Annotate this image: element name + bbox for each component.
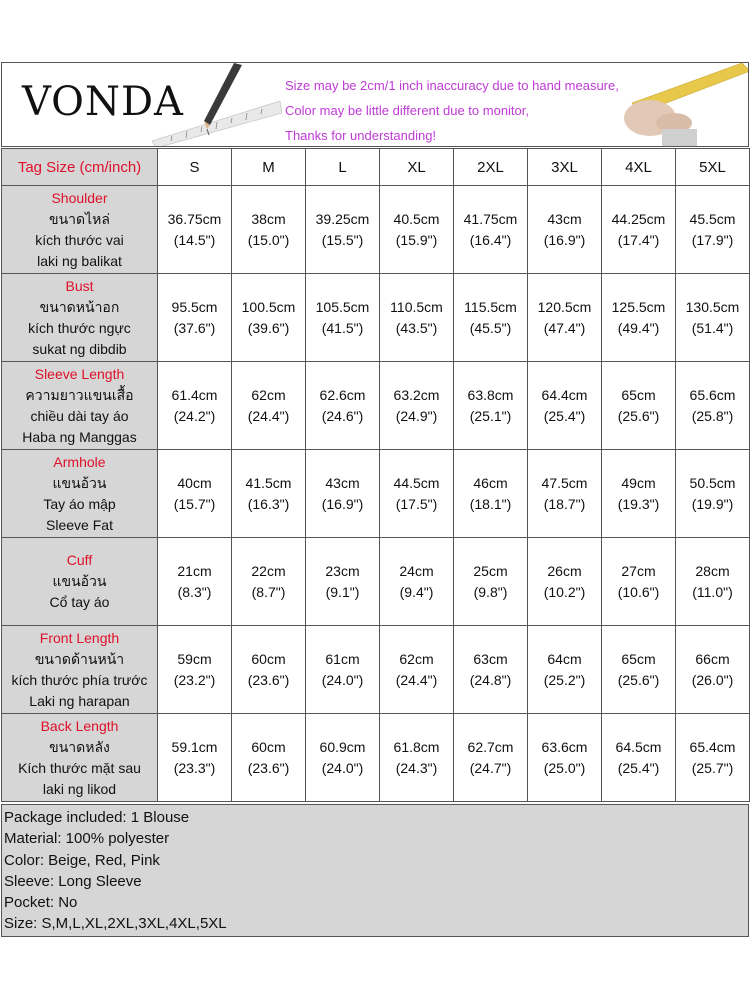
- value-inch: (11.0"): [692, 583, 733, 600]
- table-cell: [232, 538, 306, 626]
- value-inch: (45.5"): [469, 319, 512, 336]
- value-inch: (24.4"): [395, 671, 438, 688]
- note-line: Size may be 2cm/1 inch inaccuracy due to hand measure,: [285, 78, 619, 93]
- table-cell: [380, 450, 454, 538]
- measurement-label: [2, 274, 158, 362]
- size-table-body: [2, 186, 750, 802]
- value-inch: (17.9"): [691, 231, 734, 248]
- value-cm: 65.6cm: [689, 386, 736, 403]
- table-cell: [676, 714, 750, 802]
- value-inch: (23.6"): [247, 671, 290, 688]
- value-inch: (43.5"): [395, 319, 438, 336]
- measurement-translation: Sleeve Fat: [46, 516, 113, 533]
- measurement-name: Cuff: [66, 552, 93, 568]
- table-cell: [454, 274, 528, 362]
- value-inch: (25.7"): [691, 759, 734, 776]
- value-inch: (17.4"): [617, 231, 660, 248]
- value-cm: 62.7cm: [467, 738, 514, 755]
- value-cm: 44.25cm: [611, 210, 666, 227]
- value-inch: (24.4"): [247, 407, 290, 424]
- value-inch: (8.7"): [251, 583, 286, 600]
- value-inch: (47.4"): [543, 319, 586, 336]
- value-cm: 125.5cm: [611, 298, 666, 315]
- value-cm: 95.5cm: [171, 298, 218, 315]
- table-cell: [454, 538, 528, 626]
- value-cm: 26cm: [547, 562, 582, 579]
- value-inch: (10.2"): [543, 583, 586, 600]
- size-header: 4XL: [602, 149, 676, 186]
- measurement-label: [2, 362, 158, 450]
- value-inch: (37.6"): [173, 319, 216, 336]
- table-cell: [528, 626, 602, 714]
- table-cell: [676, 186, 750, 274]
- measurement-translation: Kích thước mặt sau: [18, 759, 141, 776]
- value-cm: 63.6cm: [541, 738, 588, 755]
- value-cm: 38cm: [251, 210, 286, 227]
- table-cell: [158, 714, 232, 802]
- value-inch: (23.2"): [173, 671, 216, 688]
- value-inch: (26.0"): [691, 671, 734, 688]
- table-cell: [306, 626, 380, 714]
- value-cm: 130.5cm: [685, 298, 740, 315]
- value-inch: (18.1"): [469, 495, 512, 512]
- value-inch: (24.2"): [173, 407, 216, 424]
- value-cm: 22cm: [251, 562, 286, 579]
- value-inch: (23.6"): [247, 759, 290, 776]
- table-cell: [306, 362, 380, 450]
- table-cell: [602, 450, 676, 538]
- value-cm: 46cm: [473, 474, 508, 491]
- value-inch: (10.6"): [617, 583, 660, 600]
- measurement-label: [2, 538, 158, 626]
- value-inch: (25.1"): [469, 407, 512, 424]
- pencil-ruler-illustration: [152, 63, 282, 147]
- measurement-translation: kích thước phía trước: [11, 671, 148, 688]
- value-inch: (8.3"): [177, 583, 212, 600]
- size-header: M: [232, 149, 306, 186]
- value-cm: 60cm: [251, 738, 286, 755]
- value-inch: (15.5"): [321, 231, 364, 248]
- measurement-translation: Haba ng Manggas: [22, 428, 137, 445]
- value-cm: 65cm: [621, 386, 656, 403]
- size-header-row: [2, 149, 750, 186]
- table-row: [2, 186, 750, 274]
- measuring-tape-illustration: [602, 63, 749, 147]
- table-row: [2, 714, 750, 802]
- value-cm: 64.4cm: [541, 386, 588, 403]
- value-inch: (25.4"): [543, 407, 586, 424]
- value-cm: 63cm: [473, 650, 508, 667]
- value-cm: 100.5cm: [241, 298, 296, 315]
- measurement-translation: ขนาดด้านหน้า: [34, 650, 125, 667]
- table-cell: [158, 450, 232, 538]
- value-inch: (24.3"): [395, 759, 438, 776]
- header-banner: [1, 62, 749, 147]
- size-chart-table: [1, 148, 750, 802]
- table-cell: [454, 714, 528, 802]
- measurement-translation: Tay áo mập: [43, 495, 116, 512]
- measurement-translation: ความยาวแขนเสื้อ: [25, 386, 134, 403]
- note-line: Color may be little different due to monitor,: [285, 103, 529, 118]
- detail-line: Material: 100% polyester: [4, 830, 170, 848]
- table-cell: [454, 626, 528, 714]
- measurement-translation: sukat ng dibdib: [32, 340, 127, 357]
- value-cm: 64.5cm: [615, 738, 662, 755]
- measurement-label: [2, 186, 158, 274]
- value-inch: (14.5"): [173, 231, 216, 248]
- value-inch: (16.4"): [469, 231, 512, 248]
- measurement-label: [2, 450, 158, 538]
- value-cm: 39.25cm: [315, 210, 370, 227]
- value-cm: 40cm: [177, 474, 212, 491]
- value-cm: 50.5cm: [689, 474, 736, 491]
- table-cell: [232, 274, 306, 362]
- value-inch: (9.1"): [325, 583, 360, 600]
- value-cm: 49cm: [621, 474, 656, 491]
- size-header: 2XL: [454, 149, 528, 186]
- value-inch: (24.8"): [469, 671, 512, 688]
- value-inch: (49.4"): [617, 319, 660, 336]
- table-cell: [676, 450, 750, 538]
- detail-line: Package included: 1 Blouse: [4, 809, 190, 826]
- value-inch: (19.3"): [617, 495, 660, 512]
- value-cm: 28cm: [695, 562, 730, 579]
- table-cell: [676, 538, 750, 626]
- value-cm: 27cm: [621, 562, 656, 579]
- value-cm: 62.6cm: [319, 386, 366, 403]
- value-cm: 59cm: [177, 650, 212, 667]
- value-cm: 66cm: [695, 650, 730, 667]
- value-cm: 63.8cm: [467, 386, 514, 403]
- table-cell: [528, 450, 602, 538]
- value-inch: (15.7"): [173, 495, 216, 512]
- value-cm: 47.5cm: [541, 474, 588, 491]
- table-cell: [380, 714, 454, 802]
- table-cell: [232, 362, 306, 450]
- value-cm: 65cm: [621, 650, 656, 667]
- measurement-name: Back Length: [40, 717, 119, 734]
- detail-line: Color: Beige, Red, Pink: [4, 851, 160, 869]
- table-cell: [528, 186, 602, 274]
- table-cell: [454, 362, 528, 450]
- measurement-label: [2, 626, 158, 714]
- value-cm: 41.5cm: [245, 474, 292, 491]
- table-cell: [380, 362, 454, 450]
- measurement-label: [2, 714, 158, 802]
- value-cm: 45.5cm: [689, 210, 736, 227]
- value-inch: (24.7"): [469, 759, 512, 776]
- table-cell: [528, 274, 602, 362]
- table-cell: [528, 362, 602, 450]
- table-cell: [232, 626, 306, 714]
- measurement-translation: ขนาดหลัง: [49, 738, 110, 755]
- table-cell: [528, 538, 602, 626]
- table-cell: [306, 538, 380, 626]
- measurement-name: Bust: [65, 277, 94, 294]
- table-cell: [528, 714, 602, 802]
- value-cm: 24cm: [399, 562, 434, 579]
- value-cm: 62cm: [399, 650, 434, 667]
- detail-line: Size: S,M,L,XL,2XL,3XL,4XL,5XL: [4, 915, 227, 933]
- value-cm: 43cm: [325, 474, 360, 491]
- table-cell: [602, 538, 676, 626]
- value-cm: 105.5cm: [315, 298, 370, 315]
- table-cell: [306, 186, 380, 274]
- table-cell: [676, 362, 750, 450]
- table-cell: [454, 450, 528, 538]
- table-row: [2, 362, 750, 450]
- value-cm: 62cm: [251, 386, 286, 403]
- measurement-translation: ขนาดไหล่: [49, 210, 110, 227]
- table-cell: [158, 538, 232, 626]
- value-cm: 41.75cm: [463, 210, 518, 227]
- table-cell: [602, 362, 676, 450]
- detail-line: Pocket: No: [4, 894, 78, 912]
- value-cm: 60.9cm: [319, 738, 366, 755]
- value-inch: (25.2"): [543, 671, 586, 688]
- measurement-translation: chiều dài tay áo: [30, 407, 129, 424]
- value-inch: (15.9"): [395, 231, 438, 248]
- table-row: [2, 274, 750, 362]
- value-inch: (24.9"): [395, 407, 438, 424]
- value-inch: (9.4"): [399, 583, 434, 600]
- value-inch: (16.9"): [543, 231, 586, 248]
- value-inch: (41.5"): [321, 319, 364, 336]
- measurement-translation: kích thước vai: [35, 231, 124, 248]
- value-inch: (51.4"): [691, 319, 734, 336]
- table-cell: [602, 186, 676, 274]
- detail-line: Sleeve: Long Sleeve: [4, 872, 142, 890]
- value-inch: (39.6"): [247, 319, 290, 336]
- table-cell: [158, 362, 232, 450]
- table-cell: [306, 450, 380, 538]
- measurement-name: Shoulder: [51, 189, 108, 206]
- product-details: [1, 804, 749, 937]
- table-cell: [454, 186, 528, 274]
- value-inch: (25.8"): [691, 407, 734, 424]
- value-cm: 61.8cm: [393, 738, 440, 755]
- table-row: [2, 538, 750, 626]
- table-cell: [158, 186, 232, 274]
- value-inch: (24.0"): [321, 671, 364, 688]
- measurement-translation: แขนอ้วน: [52, 573, 107, 589]
- value-cm: 44.5cm: [393, 474, 440, 491]
- size-header: L: [306, 149, 380, 186]
- value-cm: 110.5cm: [390, 298, 443, 315]
- measurement-name: Front Length: [39, 629, 120, 646]
- table-cell: [158, 626, 232, 714]
- value-cm: 63.2cm: [393, 386, 440, 403]
- value-inch: (24.0"): [321, 759, 364, 776]
- table-cell: [232, 186, 306, 274]
- size-header: 3XL: [528, 149, 602, 186]
- table-row: [2, 450, 750, 538]
- table-cell: [380, 538, 454, 626]
- value-inch: (25.6"): [617, 407, 660, 424]
- table-cell: [676, 274, 750, 362]
- value-inch: (15.0"): [247, 231, 290, 248]
- table-cell: [380, 626, 454, 714]
- table-cell: [602, 626, 676, 714]
- value-inch: (25.6"): [617, 671, 660, 688]
- measurement-translation: laki ng balikat: [37, 252, 122, 269]
- measurement-translation: ขนาดหน้าอก: [39, 298, 120, 315]
- value-inch: (25.0"): [543, 759, 586, 776]
- value-inch: (18.7"): [543, 495, 586, 512]
- disclaimer-notes: [285, 73, 619, 147]
- value-cm: 36.75cm: [167, 210, 222, 227]
- note-line: Thanks for understanding!: [285, 128, 437, 143]
- size-header: S: [158, 149, 232, 186]
- value-cm: 120.5cm: [537, 298, 592, 315]
- tag-size-label: Tag Size (cm/inch): [2, 149, 158, 186]
- table-cell: [602, 714, 676, 802]
- measurement-translation: kích thước ngực: [28, 319, 131, 336]
- value-cm: 61.4cm: [171, 386, 218, 403]
- size-header: XL: [380, 149, 454, 186]
- value-inch: (25.4"): [617, 759, 660, 776]
- value-cm: 60cm: [251, 650, 286, 667]
- measurement-translation: laki ng likod: [42, 780, 117, 797]
- value-inch: (23.3"): [173, 759, 216, 776]
- value-cm: 21cm: [177, 562, 212, 579]
- value-cm: 59.1cm: [171, 738, 218, 755]
- table-row: [2, 626, 750, 714]
- measurement-name: Armhole: [53, 453, 106, 470]
- measurement-name: Sleeve Length: [34, 365, 125, 382]
- value-cm: 61cm: [325, 650, 360, 667]
- table-cell: [158, 274, 232, 362]
- table-cell: [676, 626, 750, 714]
- value-cm: 115.5cm: [464, 298, 517, 315]
- value-cm: 40.5cm: [393, 210, 440, 227]
- table-cell: [306, 274, 380, 362]
- value-cm: 23cm: [325, 562, 360, 579]
- value-inch: (16.9"): [321, 495, 364, 512]
- table-cell: [232, 714, 306, 802]
- table-cell: [380, 274, 454, 362]
- table-cell: [380, 186, 454, 274]
- value-cm: 64cm: [547, 650, 582, 667]
- value-inch: (24.6"): [321, 407, 364, 424]
- table-cell: [602, 274, 676, 362]
- size-header: 5XL: [676, 149, 750, 186]
- measurement-translation: Laki ng harapan: [29, 692, 130, 709]
- value-inch: (9.8"): [473, 583, 508, 600]
- value-cm: 43cm: [547, 210, 582, 227]
- value-inch: (16.3"): [247, 495, 290, 512]
- table-cell: [232, 450, 306, 538]
- brand-logo: VONDA: [22, 79, 184, 125]
- value-inch: (17.5"): [395, 495, 438, 512]
- measurement-translation: Cổ tay áo: [49, 594, 110, 610]
- value-cm: 25cm: [473, 562, 508, 579]
- value-cm: 65.4cm: [689, 738, 736, 755]
- table-cell: [306, 714, 380, 802]
- measurement-translation: แขนอ้วน: [52, 474, 107, 491]
- value-inch: (19.9"): [691, 495, 734, 512]
